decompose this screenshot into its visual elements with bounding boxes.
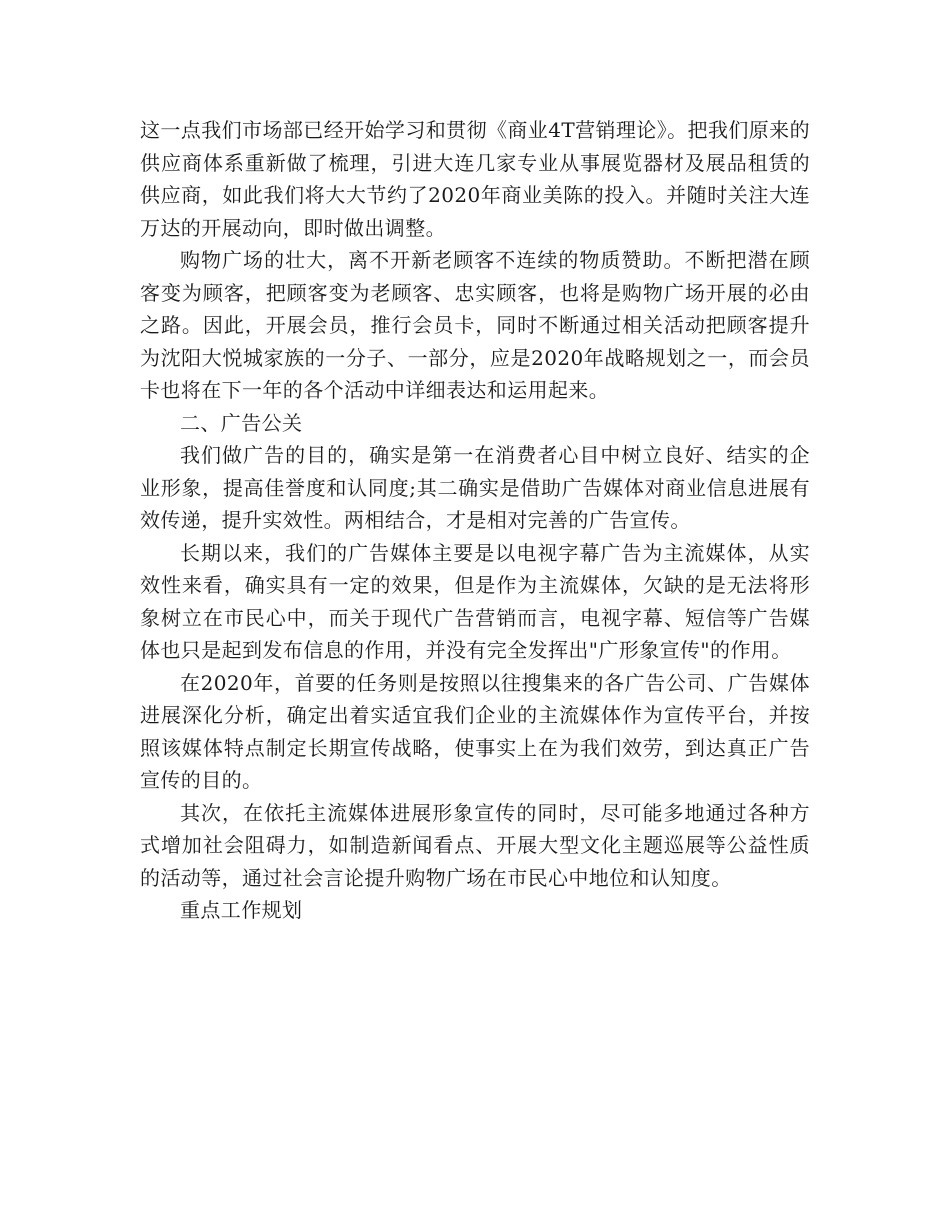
paragraph-1: 这一点我们市场部已经开始学习和贯彻《商业4T营销理论》。把我们原来的供应商体系重新做了梳理，引进大连几家专业从事展览器材及展品租赁的供应商，如此我们将大大节约了2020年商业美陈的投入。并随时关注大连万达的开展动向，即时做出调整。 [140, 118, 810, 240]
paragraph-6: 其次，在依托主流媒体进展形象宣传的同时，尽可能多地通过各种方式增加社会阻碍力，如制造新闻看点、开展大型文化主题巡展等公益性质的活动等，通过社会言论提升购物广场在市民心中地位和认知度。 [140, 800, 810, 890]
paragraph-4: 长期以来，我们的广告媒体主要是以电视字幕广告为主流媒体，从实效性来看，确实具有一定的效果，但是作为主流媒体，欠缺的是无法将形象树立在市民心中，而关于现代广告营销而言，电视字幕、短信等广告媒体也只是起到发布信息的作用，并没有完全发挥出"广形象宣传"的作用。 [140, 540, 810, 662]
section-heading-key-work: 重点工作规划 [180, 898, 303, 922]
section-heading-advertising: 二、广告公关 [180, 410, 303, 435]
paragraph-3: 我们做广告的目的，确实是第一在消费者心目中树立良好、结实的企业形象，提高佳誉度和认同度;其二确实是借助广告媒体对商业信息进展有效传递，提升实效性。两相结合，才是相对完善的广告宣传。 [140, 443, 810, 532]
paragraph-5: 在2020年，首要的任务则是按照以往搜集来的各广告公司、广告媒体进展深化分析，确定出着实适宜我们企业的主流媒体作为宣传平台，并按照该媒体特点制定长期宣传战略，使事实上在为我们效劳，到达真正广告宣传的目的。 [140, 670, 810, 792]
paragraph-2: 购物广场的壮大，离不开新老顾客不连续的物质赞助。不断把潜在顾客变为顾客，把顾客变为老顾客、忠实顾客，也将是购物广场开展的必由之路。因此，开展会员，推行会员卡，同时不断通过相关活动把顾客提升为沈阳大悦城家族的一分子、一部分，应是2020年战略规划之一，而会员卡也将在下一年的各个活动中详细表达和运用起来。 [140, 248, 810, 402]
document-body [140, 114, 810, 927]
